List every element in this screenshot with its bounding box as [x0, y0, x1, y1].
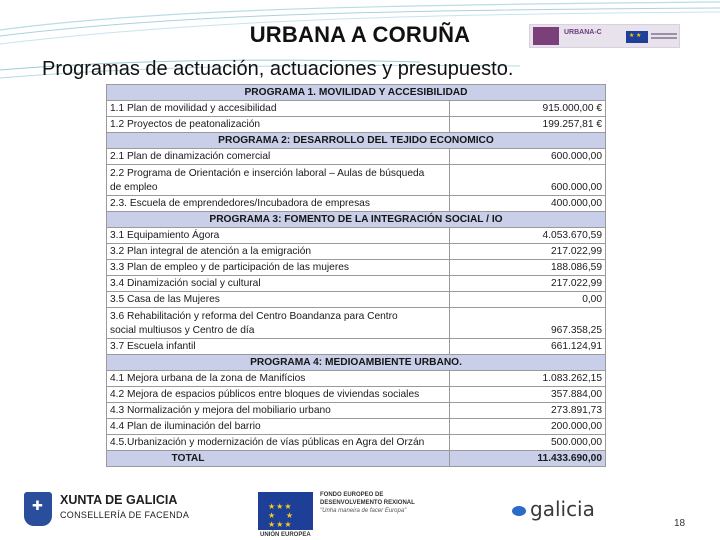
fund-line-1: FONDO EUROPEO DE — [320, 492, 384, 498]
action-amount: 4.053.670,59 — [450, 228, 606, 244]
action-amount: 1.083.262,15 — [450, 371, 606, 387]
budget-row — [107, 292, 606, 308]
action-label: 3.3 Plan de empleo y de participación de las mujeres — [107, 260, 450, 276]
budget-row — [107, 117, 606, 133]
action-amount: 217.022,99 — [450, 244, 606, 260]
action-amount: 500.000,00 — [450, 435, 606, 451]
program-header-row — [107, 133, 606, 149]
page-number: 18 — [674, 518, 686, 529]
action-amount: 217.022,99 — [450, 276, 606, 292]
budget-row — [107, 371, 606, 387]
budget-row — [107, 276, 606, 292]
budget-row — [107, 387, 606, 403]
action-label: 4.1 Mejora urbana de la zona de Manifícios — [107, 371, 450, 387]
budget-row — [107, 228, 606, 244]
urbana-logo-text: URBANA-C — [564, 29, 602, 36]
budget-row — [107, 165, 606, 196]
action-label: 4.4 Plan de iluminación del barrio — [107, 419, 450, 435]
action-amount: 357.884,00 — [450, 387, 606, 403]
eu-caption: UNIÓN EUROPEA — [260, 532, 311, 538]
slide-title: URBANA A CORUÑA — [249, 22, 471, 47]
action-label: 2.1 Plan de dinamización comercial — [107, 149, 450, 165]
action-label: 3.1 Equipamiento Ágora — [107, 228, 450, 244]
budget-row — [107, 308, 606, 339]
galicia-swirl-icon — [512, 506, 526, 516]
action-label: 1.2 Proyectos de peatonalización — [107, 117, 450, 133]
action-amount: 188.086,59 — [450, 260, 606, 276]
budget-row — [107, 101, 606, 117]
total-row — [107, 451, 606, 467]
action-label: 4.3 Normalización y mejora del mobiliario urbano — [107, 403, 450, 419]
action-label: 3.4 Dinamización social y cultural — [107, 276, 450, 292]
action-label-line-1: 2.2 Programa de Orientación e inserción laboral – Aulas de búsqueda — [110, 168, 425, 179]
action-label: 4.2 Mejora de espacios públicos entre bloques de viviendas sociales — [107, 387, 450, 403]
program-header: PROGRAMA 2: DESARROLLO DEL TEJIDO ECONOMICO — [107, 133, 606, 149]
action-label-line-2: social multiusos y Centro de día — [110, 325, 255, 336]
galicia-logo — [512, 497, 595, 521]
action-amount: 600.000,00 — [450, 165, 606, 196]
action-label: 3.5 Casa de las Mujeres — [107, 292, 450, 308]
budget-table — [106, 84, 605, 480]
action-amount: 915.000,00 € — [450, 101, 606, 117]
action-label: 3.7 Escuela infantil — [107, 339, 450, 355]
action-label — [107, 165, 450, 196]
budget-row — [107, 149, 606, 165]
action-amount: 400.000,00 — [450, 196, 606, 212]
budget-row — [107, 244, 606, 260]
program-header-row — [107, 85, 606, 101]
program-header-row — [107, 212, 606, 228]
budget-row — [107, 403, 606, 419]
slide-subtitle: Programas de actuación, actuaciones y presupuesto. — [42, 58, 514, 80]
action-amount: 273.891,73 — [450, 403, 606, 419]
budget-row — [107, 419, 606, 435]
action-label-line-1: 3.6 Rehabilitación y reforma del Centro Boandanza para Centro — [110, 311, 398, 322]
xunta-name: XUNTA DE GALICIA — [60, 493, 178, 507]
eu-flag-icon: ★★★ ★ ★ ★★★ — [258, 492, 313, 530]
xunta-department: CONSELLERÍA DE FACENDA — [60, 510, 190, 520]
budget-row — [107, 260, 606, 276]
action-amount: 600.000,00 — [450, 149, 606, 165]
budget-row — [107, 339, 606, 355]
fund-line-2: DESENVOLVEMENTO REXIONAL — [320, 500, 415, 506]
action-amount: 967.358,25 — [450, 308, 606, 339]
fund-slogan: "Unha maneira de facer Europa" — [320, 508, 407, 514]
action-label: 3.2 Plan integral de atención a la emigración — [107, 244, 450, 260]
galicia-crest-icon — [24, 492, 52, 526]
urbana-mark-icon — [533, 27, 559, 45]
eu-flag-small-icon — [626, 31, 648, 43]
total-label: TOTAL — [107, 451, 450, 467]
logo-caption-lines — [651, 33, 677, 35]
urbana-logo — [529, 24, 680, 48]
budget-row — [107, 196, 606, 212]
action-label — [107, 308, 450, 339]
action-label: 2.3. Escuela de emprendedores/Incubadora de empresas — [107, 196, 450, 212]
program-header: PROGRAMA 3: FOMENTO DE LA INTEGRACIÓN SOCIAL / IO — [107, 212, 606, 228]
galicia-logo-text: galicia — [530, 497, 595, 521]
action-label: 4.5.Urbanización y modernización de vías públicas en Agra del Orzán — [107, 435, 450, 451]
action-label-line-2: de empleo — [110, 182, 158, 193]
action-amount: 199.257,81 € — [450, 117, 606, 133]
program-header: PROGRAMA 4: MEDIOAMBIENTE URBANO. — [107, 355, 606, 371]
budget-row — [107, 435, 606, 451]
program-header-row — [107, 355, 606, 371]
action-amount: 661.124,91 — [450, 339, 606, 355]
total-amount: 11.433.690,00 — [450, 451, 606, 467]
action-amount: 200.000,00 — [450, 419, 606, 435]
action-amount: 0,00 — [450, 292, 606, 308]
program-header: PROGRAMA 1. MOVILIDAD Y ACCESIBILIDAD — [107, 85, 606, 101]
action-label: 1.1 Plan de movilidad y accesibilidad — [107, 101, 450, 117]
